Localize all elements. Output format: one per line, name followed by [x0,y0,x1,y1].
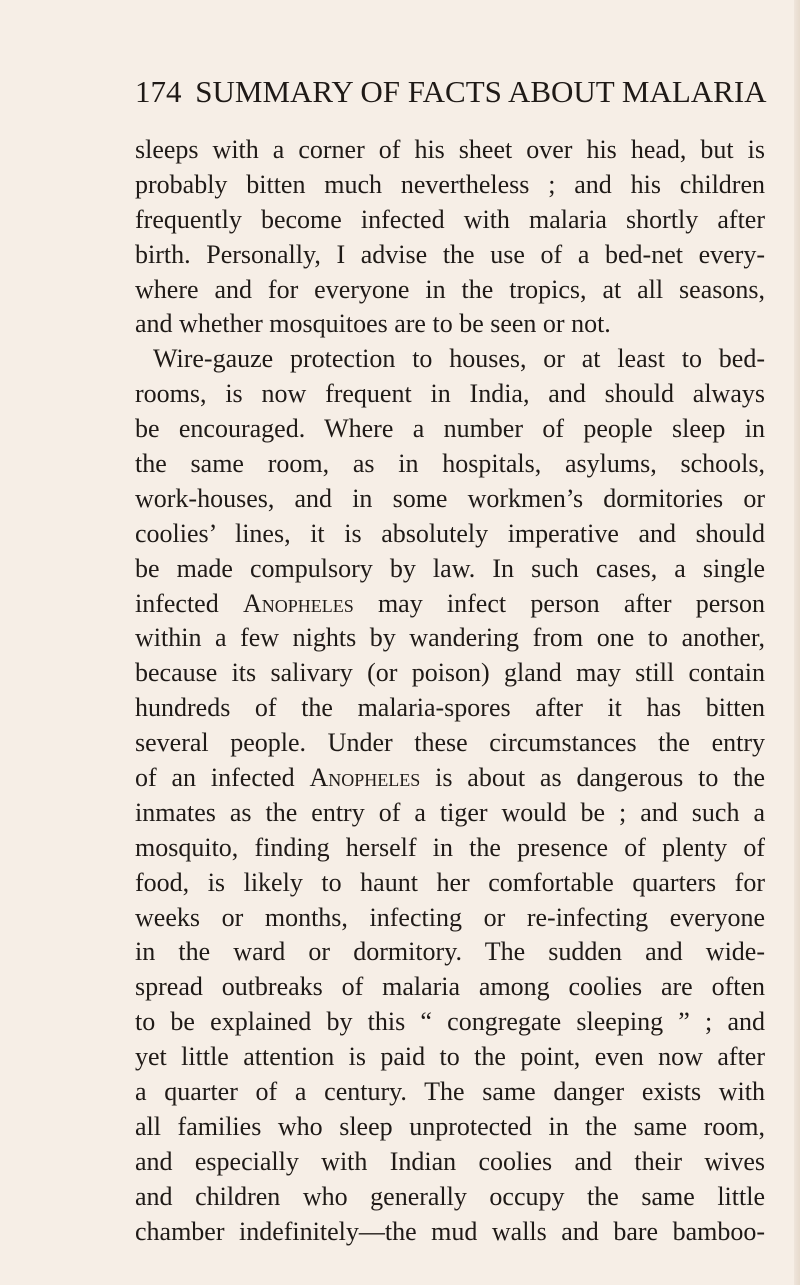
text-line: where and for everyone in the tropics, at all seasons, [135,274,765,304]
text-line: yet little attention is paid to the point, even now after [135,1042,765,1072]
text-line: food, is likely to haunt her comfortable quarters for [135,867,765,897]
text-line: coolies’ lines, it is absolutely imperative and should [135,518,765,548]
running-head [135,70,775,114]
text-line: hundreds of the malaria-spores after it has bitten [135,693,765,723]
text-line: birth. Personally, I advise the use of a bed-net every- [135,239,765,269]
text-line: work-houses, and in some workmen’s dormitories or [135,483,765,513]
page-edge [794,0,800,1285]
text-line: inmates as the entry of a tiger would be ; and such a [135,797,765,827]
text-line: rooms, is now frequent in India, and should always [135,379,765,409]
text-line: several people. Under these circumstances the entry [135,728,765,758]
text-line: be encouraged. Where a number of people sleep in [135,414,765,444]
text-line: be made compulsory by law. In such cases, a single [135,553,765,583]
text-line: to be explained by this “ congregate sleeping ” ; and [135,1007,765,1037]
text-line: mosquito, finding herself in the presence of plenty of [135,832,765,862]
text-line: a quarter of a century. The same danger exists with [135,1077,765,1107]
text-line: sleeps with a corner of his sheet over his head, but is [135,135,765,164]
page-number: 174 [135,74,182,109]
text-line: within a few nights by wandering from one to another, [135,623,765,653]
text-line: infected Anopheles may infect person after person [135,588,765,618]
anopheles-term: Anopheles [309,763,421,793]
chapter-title: SUMMARY OF FACTS ABOUT MALARIA [195,74,767,109]
text-line: the same room, as in hospitals, asylums, schools, [135,449,765,479]
text-line: weeks or months, infecting or re-infecting everyone [135,902,765,932]
anopheles-term: Anopheles [242,588,354,618]
text-line: frequently become infected with malaria shortly after [135,204,765,234]
text-line: Wire-gauze protection to houses, or at least to bed- [153,344,765,374]
text-line: probably bitten much nevertheless ; and his children [135,169,765,199]
text-line: spread outbreaks of malaria among coolies are often [135,972,765,1002]
text-line: chamber indefinitely—the mud walls and bare bamboo- [135,1216,765,1246]
text-line: and children who generally occupy the same little [135,1181,765,1211]
text-line: because its salivary (or poison) gland may still contain [135,658,765,688]
text-line: and especially with Indian coolies and their wives [135,1146,765,1176]
body-text [135,133,765,1250]
text-line: of an infected Anopheles is about as dangerous to the [135,763,765,793]
text-line: all families who sleep unprotected in the same room, [135,1111,765,1141]
text-line: in the ward or dormitory. The sudden and wide- [135,937,765,967]
text-line: and whether mosquitoes are to be seen or not. [135,309,611,339]
